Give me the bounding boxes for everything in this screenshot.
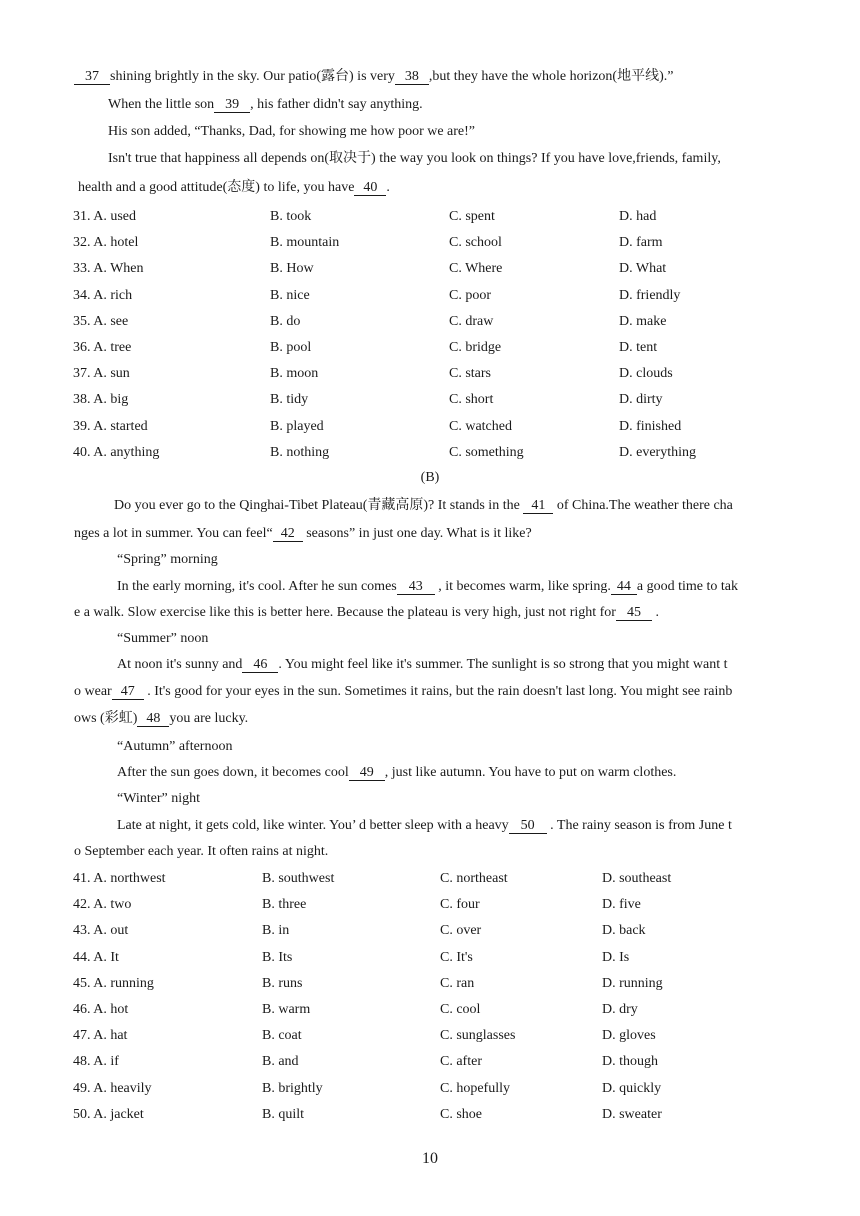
passage-text: . [386,180,390,195]
question-option-c: C. watched [449,418,512,434]
question-option-d: D. dirty [619,392,663,408]
question-option-c: C. school [449,235,502,251]
question-option-c: C. something [449,444,524,460]
question-option-b: B. and [262,1054,299,1070]
passage-b-line-5 [117,656,728,674]
passage-text: , his father didn't say anything. [250,97,423,112]
question-option-d: D. What [619,261,667,277]
passage-text: . [655,605,659,620]
question-option-b: B. tidy [270,392,309,408]
question-option-b: B. mountain [270,235,340,251]
passage-text: . You might feel like it's summer. The sunlight is so strong that you might want t [278,657,728,672]
question-option-c: C. four [440,897,480,913]
passage-text: a good time to tak [636,579,738,594]
question-option-d: D. gloves [602,1028,656,1044]
blank-49: 49 [349,765,385,781]
passage-text: of China.The weather there cha [556,498,733,513]
blank-40: 40 [354,180,386,196]
question-option-a: 43. A. out [73,923,129,939]
question-option-a: 50. A. jacket [73,1106,144,1122]
passage-b-line-8 [117,764,676,782]
question-option-a: 38. A. big [73,392,129,408]
question-option-c: C. sunglasses [440,1028,516,1044]
passage-text: ,but they have the whole horizon(地平线).” [428,69,674,84]
question-option-c: C. after [440,1054,482,1070]
question-option-b: B. brightly [262,1080,323,1096]
question-option-a: 37. A. sun [73,366,130,382]
passage-a-line-4: Isn't true that happiness all depends on(取决于) the way you look on things? If you have love,friends, family, [108,151,721,166]
question-option-b: B. quilt [262,1106,305,1122]
blank-46: 46 [242,657,278,673]
question-option-c: C. cool [440,1002,481,1017]
passage-b-line-6 [74,683,732,701]
question-option-b: B. played [270,418,324,434]
question-option-d: D. make [619,313,667,329]
question-option-c: C. draw [449,313,494,329]
passage-text: , just like autumn. You have to put on warm clothes. [384,765,677,780]
question-option-c: C. northeast [440,871,508,886]
passage-text: Late at night, it gets cold, like winter. You’ d better sleep with a heavy [117,818,509,833]
passage-text: nges a lot in summer. You can feel“ [74,526,273,541]
question-option-d: D. farm [619,235,663,251]
question-option-a: 46. A. hot [73,1002,129,1017]
section-b-heading: (B) [420,470,440,485]
question-option-a: 31. A. used [73,209,136,224]
question-option-b: B. nothing [270,444,330,460]
passage-b-line-10: o September each year. It often rains at night. [74,844,329,859]
passage-b-line-9 [117,817,732,835]
question-option-b: B. took [270,209,312,224]
question-option-c: C. short [449,392,494,408]
question-option-d: D. though [602,1054,658,1070]
question-option-b: B. three [262,897,307,913]
question-option-a: 45. A. running [73,975,154,991]
blank-47: 47 [112,684,144,700]
question-option-a: 47. A. hat [73,1028,128,1044]
question-option-b: B. How [270,261,314,277]
passage-text: you are lucky. [169,711,249,726]
question-option-d: D. five [602,897,641,913]
blank-41: 41 [523,498,553,514]
question-option-a: 36. A. tree [73,340,132,355]
question-option-a: 49. A. heavily [73,1080,152,1096]
question-option-b: B. southwest [262,871,335,886]
question-option-a: 42. A. two [73,897,132,913]
question-option-c: C. bridge [449,340,502,355]
passage-text: shining brightly in the sky. Our patio(露台) is very [110,69,395,84]
question-option-b: B. coat [262,1028,302,1044]
question-option-c: C. It's [440,949,473,965]
question-option-b: B. runs [262,975,303,991]
passage-text: . The rainy season is from June t [550,818,732,833]
question-option-b: B. nice [270,287,310,303]
question-option-c: C. over [440,923,482,939]
question-option-d: D. friendly [619,287,681,303]
question-option-d: D. sweater [602,1106,662,1122]
question-option-b: B. moon [270,366,319,382]
question-option-b: B. do [270,313,301,329]
question-option-d: D. tent [619,340,658,355]
passage-text: o wear [74,684,112,699]
page-number: 10 [422,1150,438,1167]
passage-text: At noon it's sunny and [117,657,243,672]
passage-text: In the early morning, it's cool. After he sun comes [117,579,397,594]
passage-text: When the little son [108,97,215,112]
question-option-c: C. hopefully [440,1080,510,1096]
question-option-b: B. pool [270,340,312,355]
blank-37: 37 [74,69,110,85]
heading-winter-night: “Winter” night [117,791,201,806]
question-option-d: D. running [602,975,663,991]
question-option-c: C. poor [449,287,491,303]
question-option-d: D. finished [619,418,682,434]
question-option-d: D. had [619,209,657,224]
question-option-d: D. dry [602,1002,638,1017]
blank-38: 38 [395,69,429,85]
passage-a-line-5 [78,179,390,197]
question-option-a: 40. A. anything [73,444,160,460]
passage-text: ows (彩虹) [74,711,138,726]
question-option-d: D. clouds [619,366,673,382]
passage-text: seasons” in just one day. What is it like? [306,526,532,541]
passage-a-line-2 [108,96,423,114]
passage-a-line-1 [74,68,673,86]
question-option-b: B. Its [262,949,293,965]
blank-43: 43 [397,579,435,595]
question-option-a: 35. A. see [73,313,129,329]
passage-b-line-4 [74,604,659,622]
passage-text: Do you ever go to the Qinghai-Tibet Plateau(青藏高原)? It stands in the [114,498,520,513]
heading-autumn-afternoon: “Autumn” afternoon [117,739,233,754]
question-option-a: 32. A. hotel [73,235,139,251]
question-option-b: B. warm [262,1002,311,1017]
passage-b-line-1 [114,497,733,515]
blank-39: 39 [214,97,250,113]
heading-summer-noon: “Summer” noon [117,631,209,646]
blank-44: 44 [611,579,637,595]
question-option-b: B. in [262,923,290,939]
passage-text: e a walk. Slow exercise like this is better here. Because the plateau is very high, just not right for [74,605,616,620]
question-option-c: C. shoe [440,1106,482,1122]
question-option-c: C. stars [449,366,491,382]
passage-b-line-3 [117,578,738,596]
blank-42: 42 [273,526,303,542]
passage-text: health and a good attitude(态度) to life, you have [78,180,355,195]
question-option-a: 44. A. It [73,949,119,965]
question-option-d: D. everything [619,444,696,460]
passage-a-line-3: His son added, “Thanks, Dad, for showing me how poor we are!” [108,124,476,139]
question-option-a: 48. A. if [73,1054,119,1070]
blank-50: 50 [509,818,547,834]
question-option-c: C. Where [449,261,503,277]
heading-spring-morning: “Spring” morning [117,552,218,567]
question-option-a: 41. A. northwest [73,871,166,886]
passage-text: , it becomes warm, like spring. [438,579,611,594]
question-option-d: D. Is [602,949,630,965]
passage-b-line-7 [74,710,248,728]
passage-text: . It's good for your eyes in the sun. Sometimes it rains, but the rain doesn't last long. You might see rainb [147,684,733,699]
question-option-a: 33. A. When [73,261,144,277]
question-option-c: C. spent [449,209,495,224]
blank-45: 45 [616,605,652,621]
question-option-d: D. southeast [602,871,672,886]
question-option-a: 39. A. started [73,418,148,434]
question-option-d: D. back [602,923,646,939]
question-option-c: C. ran [440,975,475,991]
blank-48: 48 [137,711,169,727]
question-option-a: 34. A. rich [73,287,133,303]
passage-b-line-2 [74,525,532,543]
passage-text: After the sun goes down, it becomes cool [117,765,349,780]
question-option-d: D. quickly [602,1080,662,1096]
